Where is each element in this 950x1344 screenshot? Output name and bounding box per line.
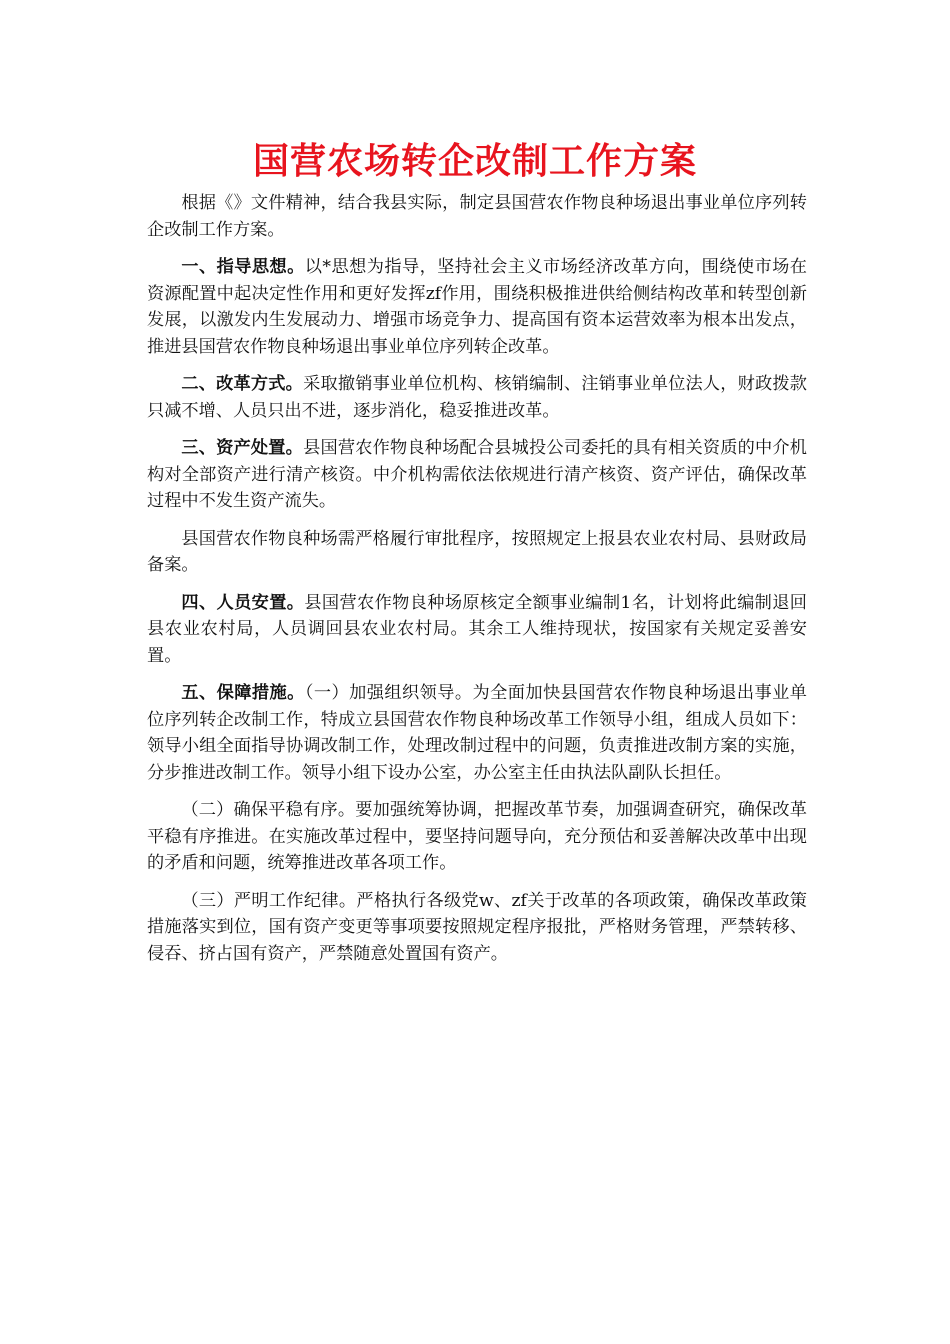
section-reform-method <box>147 371 807 424</box>
section-text: （一）加强组织领导。为全面加快县国营农作物良种场退出事业单位序列转企改制工作，特成立县国营农作物良种场改革工作领导小组，组成人员如下：领导小组全面指导协调改制工作，处理改制过程中的问题，负责推进改制方案的实施，分步推进改制工作。领导小组下设办公室，办公室主任由执法队副队长担任。 <box>147 683 807 783</box>
section-text: 县国营农作物良种场配合县城投公司委托的具有相关资质的中介机构对全部资产进行清产核资。中介机构需依法依规进行清产核资、资产评估，确保改革过程中不发生资产流失。 <box>147 438 807 511</box>
section-text: 县国营农作物良种场原核定全额事业编制1名，计划将此编制退回县农业农村局，人员调回县农业农村局。其余工人维持现状，按国家有关规定妥善安置。 <box>147 592 807 666</box>
safeguard-discipline-paragraph <box>147 888 807 968</box>
section-text: （三）严明工作纪律。严格执行各级党w、zf关于改革的各项政策，确保改革政策措施落实到位，国有资产变更等事项要按照规定程序报批，严格财务管理，严禁转移、侵吞、挤占国有资产，严禁随意处置国有资产。 <box>147 890 807 964</box>
section-text: 采取撤销事业单位机构、核销编制、注销事业单位法人，财政拨款只减不增、人员只出不进，逐步消化，稳妥推进改革。 <box>147 374 807 421</box>
document-title: 国营农场转企改制工作方案 <box>252 141 697 182</box>
section-heading: 四、人员安置。 <box>181 592 305 613</box>
intro-paragraph: 根据《》文件精神，结合我县实际，制定县国营农作物良种场退出事业单位序列转企改制工作方案。 <box>147 193 807 240</box>
section-text: 以*思想为指导，坚持社会主义市场经济改革方向，围绕使市场在资源配置中起决定性作用和更好发挥zf作用，围绕积极推进供给侧结构改革和转型创新发展，以激发内生发展动力、增强市场竞争力、提高国有资本运营效率为根本出发点，推进县国营农作物良种场退出事业单位序列转企改革。 <box>147 257 807 357</box>
safeguard-stability-paragraph <box>147 797 807 877</box>
section-text: （二）确保平稳有序。要加强统筹协调，把握改革节奏，加强调查研究，确保改革平稳有序推进。在实施改革过程中，要坚持问题导向，充分预估和妥善解决改革中出现的矛盾和问题，统筹推进改革各项工作。 <box>147 800 807 873</box>
section-heading: 三、资产处置。 <box>181 438 304 458</box>
section-heading: 五、保障措施。 <box>181 683 305 703</box>
document-body <box>147 190 807 978</box>
section-heading: 一、指导思想。 <box>181 257 305 277</box>
section-heading: 二、改革方式。 <box>181 374 304 394</box>
section-asset-disposal <box>147 435 807 515</box>
section-text: 县国营农作物良种场需严格履行审批程序，按照规定上报县农业农村局、县财政局备案。 <box>147 528 807 575</box>
section-staff-placement <box>147 590 807 670</box>
asset-disposal-approval-paragraph <box>147 526 807 579</box>
section-guiding-ideology <box>147 254 807 360</box>
section-safeguard-measures <box>147 680 807 786</box>
